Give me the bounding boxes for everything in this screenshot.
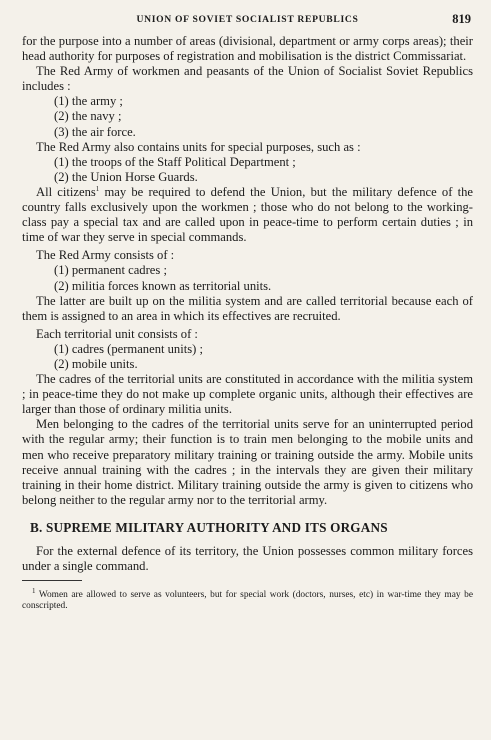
list-red-army-branches: [22, 94, 473, 139]
list-item: (2) mobile units.: [54, 356, 138, 371]
section-heading: B. SUPREME MILITARY AUTHORITY AND ITS ORGANS: [30, 519, 388, 535]
list-item: (2) militia forces known as territorial units.: [54, 278, 272, 293]
list-item: (2) the Union Horse Guards.: [54, 169, 198, 184]
footnote-marker: 1: [32, 587, 36, 596]
footnote: [22, 587, 473, 612]
paragraph-training: Men belonging to the cadres of the territorial units serve for an uninterrupted period with the regular army; their function is to train men belonging to the mobile units and men who receive preparatory military training or training outside the army. Mobile units receive annual training with the cadres ; in the intervals they are given their military training in their home district. Military training outside the army is given to citizens who belong neither to the regular army nor to the territorial army.: [22, 417, 473, 507]
list-item: (1) the army ;: [54, 94, 123, 109]
paragraph-external-defence: For the external defence of its territory, the Union possesses common military forces under a single command.: [22, 543, 473, 573]
paragraph-red-army-includes: The Red Army of workmen and peasants of the Union of Socialist Soviet Republics includes :: [22, 64, 473, 94]
list-army-composition: [22, 263, 473, 293]
list-item: (1) cadres (permanent units) ;: [54, 341, 203, 356]
paragraph-territorial-unit: Each territorial unit consists of :: [36, 326, 198, 341]
section-body: [22, 544, 473, 574]
list-item: (3) the air force.: [54, 124, 136, 139]
paragraph-cadres: The cadres of the territorial units are constituted in accordance with the militia system ; in peace-time they do not make up complete organic units, although their effectives are larger than those of ordinary militia units.: [22, 372, 473, 417]
footnote-divider: [22, 580, 82, 581]
footnote-text: Women are allowed to serve as volunteers, but for special work (doctors, nurses, etc) in war-time they may be conscripted.: [22, 590, 473, 612]
paragraph-text: All citizens: [36, 184, 96, 199]
paragraph-citizens-defence: [22, 185, 473, 245]
list-special-units: [22, 155, 473, 185]
paragraph-continuation: for the purpose into a number of areas (divisional, department or army corps areas); their head authority for purposes of registration and mobilisation is the district Commissariat.: [22, 34, 473, 64]
paragraph-text: may be required to defend the Union, but the military defence of the country falls exclusively upon the workmen ; those who do not belong to the working-class pay a special tax and are called upon in peace-time to perform certain duties ; in time of war they serve in special commands.: [22, 184, 473, 245]
page-number: 819: [452, 12, 471, 26]
body-text: [22, 34, 473, 508]
paragraph-army-consists: The Red Army consists of :: [36, 248, 175, 263]
running-head-title: UNION OF SOVIET SOCIALIST REPUBLICS: [136, 14, 359, 25]
paragraph-militia-system: The latter are built up on the militia system and are called territorial because each of them is assigned to an area in which its effectives are recruited.: [22, 293, 473, 323]
list-item: (1) the troops of the Staff Political Department ;: [54, 154, 296, 169]
running-head: [22, 12, 473, 34]
footnote-reference: 1: [95, 184, 100, 193]
paragraph-special-units: The Red Army also contains units for special purposes, such as :: [36, 139, 361, 154]
list-territorial-unit: [22, 342, 473, 372]
list-item: (1) permanent cadres ;: [54, 263, 167, 278]
list-item: (2) the navy ;: [54, 109, 122, 124]
